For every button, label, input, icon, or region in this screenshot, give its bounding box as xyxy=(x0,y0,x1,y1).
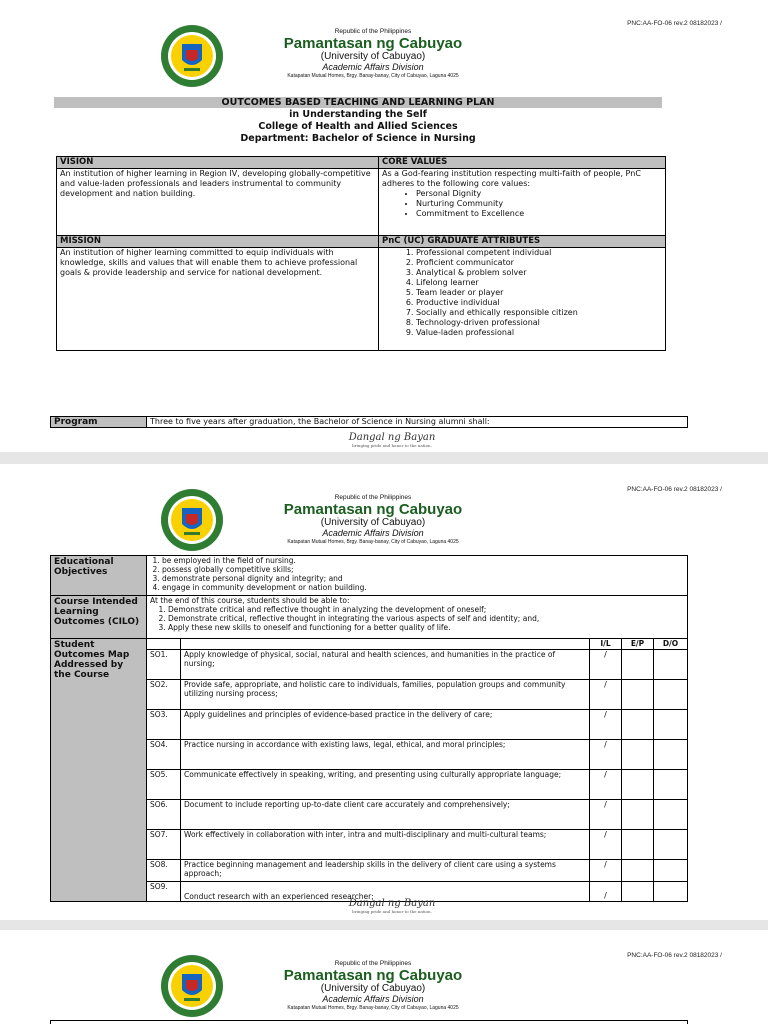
list-item: 1. Demonstrate critical and reflective thought in analyzing the development of oneself; xyxy=(168,605,684,614)
so-id-header xyxy=(147,639,181,650)
mission-label: MISSION xyxy=(57,236,379,248)
republic-line: Republic of the Philippines xyxy=(334,494,412,501)
list-item: 3. Apply these new skills to oneself and functioning for a better quality of life. xyxy=(168,623,684,632)
so-mark: / xyxy=(590,710,622,740)
table-row xyxy=(51,710,688,740)
so-mark: / xyxy=(590,680,622,710)
so-cell-do xyxy=(654,860,688,882)
list-item: 2. Proficient communicator xyxy=(416,258,662,268)
plan-subtitle xyxy=(54,109,662,145)
table-row xyxy=(51,740,688,770)
so-text: Apply guidelines and principles of evidence-based practice in the delivery of care; xyxy=(181,710,590,740)
letterhead xyxy=(0,954,768,1024)
so-mark: / xyxy=(590,830,622,860)
course-line: in Understanding the Self xyxy=(289,109,427,120)
list-item: 1. be employed in the field of nursing. xyxy=(162,556,684,565)
so-cell-ep xyxy=(622,710,654,740)
list-item: • Commitment to Excellence xyxy=(416,209,662,219)
letterhead xyxy=(0,24,768,94)
cilo-cell xyxy=(147,596,688,639)
graduate-attributes-list xyxy=(382,248,662,338)
so-cell-do xyxy=(654,770,688,800)
document-page-1 xyxy=(0,0,768,452)
list-item: 8. Technology-driven professional xyxy=(416,318,662,328)
table-row xyxy=(51,770,688,800)
col-do: D/O xyxy=(654,639,688,650)
so-cell-ep xyxy=(622,830,654,860)
so-text: Work effectively in collaboration with inter, intra and multi-disciplinary and multi-cultural teams; xyxy=(181,830,590,860)
motto-signature: Dangal ng Bayan xyxy=(348,432,436,443)
form-code: PNC:AA-FO-06 rev.2 08182023 / xyxy=(627,486,722,493)
student-outcomes-label: Student Outcomes Map Addressed by the Course xyxy=(51,639,147,902)
table-row xyxy=(51,680,688,710)
core-values-list xyxy=(382,189,662,219)
document-page-3 xyxy=(0,930,768,1024)
core-values-cell xyxy=(379,169,666,236)
vision-text: An institution of higher learning in Region IV, developing globally-competitive and value-laden professionals and leaders instrumental to community development and nation building. xyxy=(57,169,379,236)
table-continuation xyxy=(50,1020,688,1024)
republic-line: Republic of the Philippines xyxy=(334,960,412,967)
so-id: SO5. xyxy=(147,770,181,800)
so-cell-do xyxy=(654,650,688,680)
mission-text: An institution of higher learning committed to equip individuals with knowledge, skills and values that will enable them to achieve professional goals & provide leadership and service for national development. xyxy=(57,248,379,351)
so-id: SO9. xyxy=(147,882,181,902)
list-item: 7. Socially and ethically responsible citizen xyxy=(416,308,662,318)
so-text: Document to include reporting up-to-date client care accurately and comprehensively; xyxy=(181,800,590,830)
list-item: 9. Value-laden professional xyxy=(416,328,662,338)
so-text: Conduct research with an experienced researcher; xyxy=(181,882,590,902)
university-name: Pamantasan ng Cabuyao xyxy=(283,501,463,518)
list-item: • Personal Dignity xyxy=(416,189,662,199)
so-cell-do xyxy=(654,830,688,860)
so-cell-do xyxy=(654,882,688,902)
so-cell-ep xyxy=(622,860,654,882)
so-text: Apply knowledge of physical, social, natural and health sciences, and humanities in the practice of nursing; xyxy=(181,650,590,680)
university-english-name: (University of Cabuyao) xyxy=(320,983,426,994)
so-cell-do xyxy=(654,800,688,830)
vision-label: VISION xyxy=(57,157,379,169)
graduate-attributes-cell xyxy=(379,248,666,351)
plan-title-bar: OUTCOMES BASED TEACHING AND LEARNING PLAN xyxy=(54,97,662,108)
so-cell-ep xyxy=(622,882,654,902)
so-cell-do xyxy=(654,680,688,710)
so-cell-ep xyxy=(622,740,654,770)
page-footer xyxy=(342,898,442,914)
so-id: SO8. xyxy=(147,860,181,882)
address-line: Katapatan Mutual Homes, Brgy. Banay-banay, City of Cabuyao, Laguna 4025 xyxy=(287,1005,459,1011)
cilo-intro: At the end of this course, students should be able to: xyxy=(150,596,350,605)
table-row xyxy=(51,830,688,860)
university-seal-icon xyxy=(160,488,224,552)
motto-tagline: bringing pride and honor to the nation. xyxy=(352,443,432,448)
course-outcomes-table xyxy=(50,555,688,902)
so-text: Practice beginning management and leadership skills in the delivery of client care using a systems approach; xyxy=(181,860,590,882)
so-id: SO3. xyxy=(147,710,181,740)
list-item: 4. engage in community development or nation building. xyxy=(162,583,684,592)
motto-tagline: bringing pride and honor to the nation. xyxy=(352,909,432,914)
so-mark: / xyxy=(590,740,622,770)
cilo-label: Course Intended Learning Outcomes (CILO) xyxy=(51,596,147,639)
so-mark: / xyxy=(590,800,622,830)
so-cell-do xyxy=(654,710,688,740)
so-cell-ep xyxy=(622,800,654,830)
so-id: SO1. xyxy=(147,650,181,680)
program-text: Three to five years after graduation, the Bachelor of Science in Nursing alumni shall: xyxy=(147,417,688,428)
table-row xyxy=(51,800,688,830)
form-code: PNC:AA-FO-06 rev.2 08182023 / xyxy=(627,20,722,27)
college-line: College of Health and Allied Sciences xyxy=(258,121,458,132)
document-page-2 xyxy=(0,464,768,920)
so-cell-do xyxy=(654,740,688,770)
university-english-name: (University of Cabuyao) xyxy=(320,51,426,62)
educational-objectives-list xyxy=(150,556,684,592)
so-mark: / xyxy=(590,860,622,882)
list-item: 2. possess globally competitive skills; xyxy=(162,565,684,574)
cilo-list xyxy=(150,605,684,632)
educational-objectives-label: Educational Objectives xyxy=(51,556,147,596)
so-id: SO6. xyxy=(147,800,181,830)
program-label: Program xyxy=(51,417,147,428)
list-item: 1. Professional competent individual xyxy=(416,248,662,258)
col-il: I/L xyxy=(590,639,622,650)
table-row xyxy=(51,650,688,680)
form-code: PNC:AA-FO-06 rev.2 08182023 / xyxy=(627,952,722,959)
so-cell-ep xyxy=(622,650,654,680)
so-text-header xyxy=(181,639,590,650)
division-name: Academic Affairs Division xyxy=(322,994,424,1004)
col-ep: E/P xyxy=(622,639,654,650)
vmgo-table xyxy=(56,156,666,351)
so-mark: / xyxy=(590,882,622,902)
republic-line: Republic of the Philippines xyxy=(334,28,412,35)
university-name: Pamantasan ng Cabuyao xyxy=(283,35,463,52)
list-item: 2. Demonstrate critical, reflective thought in integrating the various aspects of self and identity; and, xyxy=(168,614,684,623)
so-cell-ep xyxy=(622,770,654,800)
list-item: • Nurturing Community xyxy=(416,199,662,209)
list-item: 5. Team leader or player xyxy=(416,288,662,298)
core-values-intro: As a God-fearing institution respecting multi-faith of people, PnC adheres to the following core values: xyxy=(382,169,641,188)
graduate-attributes-label: PnC (UC) GRADUATE ATTRIBUTES xyxy=(379,236,666,248)
so-text: Provide safe, appropriate, and holistic care to individuals, families, population groups and community utilizing nursing process; xyxy=(181,680,590,710)
division-name: Academic Affairs Division xyxy=(322,62,424,72)
university-name: Pamantasan ng Cabuyao xyxy=(283,967,463,984)
division-name: Academic Affairs Division xyxy=(322,528,424,538)
letterhead xyxy=(0,488,768,558)
address-line: Katapatan Mutual Homes, Brgy. Banay-banay, City of Cabuyao, Laguna 4025 xyxy=(287,539,459,545)
so-text: Communicate effectively in speaking, writing, and presenting using culturally appropriate language; xyxy=(181,770,590,800)
table-row xyxy=(51,860,688,882)
list-item: 6. Productive individual xyxy=(416,298,662,308)
program-table xyxy=(50,416,688,428)
so-mark: / xyxy=(590,770,622,800)
educational-objectives-cell xyxy=(147,556,688,596)
list-item: 3. demonstrate personal dignity and integrity; and xyxy=(162,574,684,583)
core-values-label: CORE VALUES xyxy=(379,157,666,169)
department-line: Department: Bachelor of Science in Nursing xyxy=(240,133,476,144)
university-english-name: (University of Cabuyao) xyxy=(320,517,426,528)
so-id: SO2. xyxy=(147,680,181,710)
university-seal-icon xyxy=(160,24,224,88)
list-item: 4. Lifelong learner xyxy=(416,278,662,288)
address-line: Katapatan Mutual Homes, Brgy. Banay-banay, City of Cabuyao, Laguna 4025 xyxy=(287,73,459,79)
so-id: SO7. xyxy=(147,830,181,860)
so-mark: / xyxy=(590,650,622,680)
so-id: SO4. xyxy=(147,740,181,770)
page-footer xyxy=(342,432,442,448)
list-item: 3. Analytical & problem solver xyxy=(416,268,662,278)
so-text: Practice nursing in accordance with existing laws, legal, ethical, and moral principles; xyxy=(181,740,590,770)
university-seal-icon xyxy=(160,954,224,1018)
motto-signature: Dangal ng Bayan xyxy=(348,898,436,909)
so-cell-ep xyxy=(622,680,654,710)
